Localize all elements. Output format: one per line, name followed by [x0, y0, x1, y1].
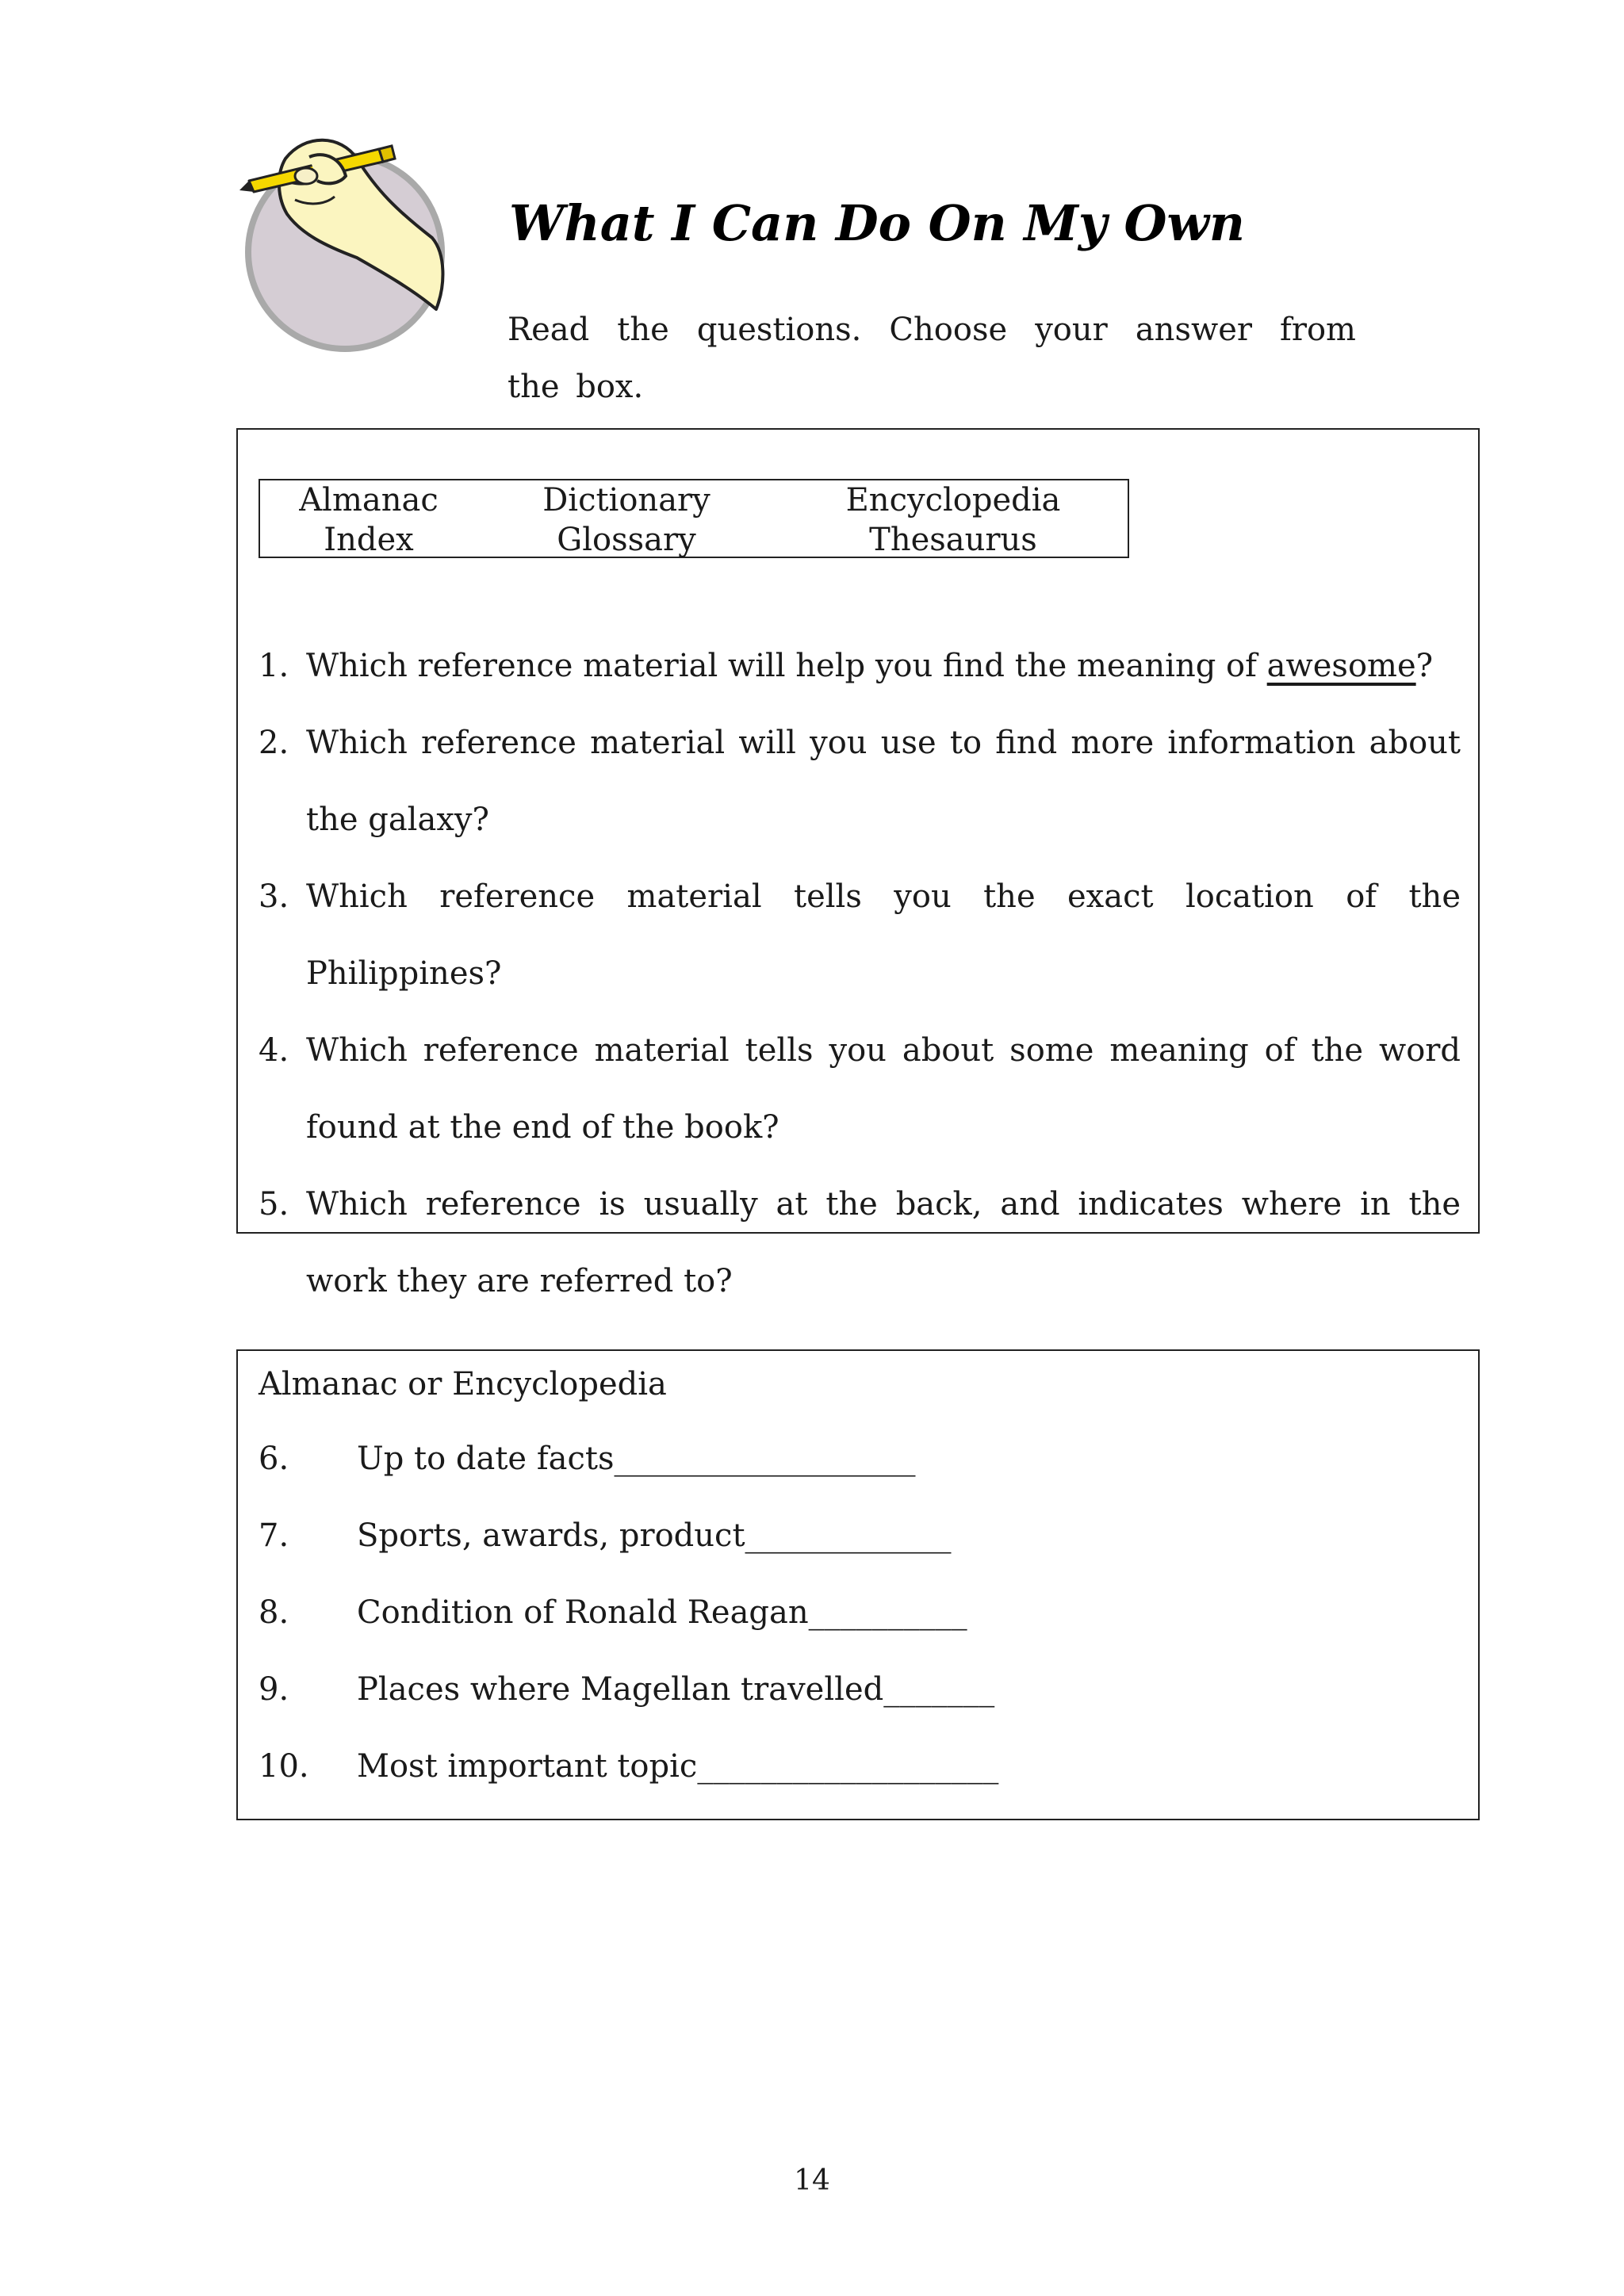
- item-number: 10.: [259, 1748, 309, 1785]
- underlined-word: awesome: [1266, 648, 1416, 684]
- question-text: Which reference material will help you find the meaning of awesome?: [306, 648, 1434, 684]
- page-number: 14: [794, 2164, 830, 2197]
- item-text: Places where Magellan travelled_______: [357, 1671, 995, 1708]
- question-2: [259, 705, 1461, 859]
- fill-in-item-7: [259, 1513, 998, 1590]
- choice-dictionary: Dictionary: [542, 482, 710, 519]
- fill-in-item-9: [259, 1667, 998, 1744]
- section-heading: Almanac or Encyclopedia: [259, 1366, 667, 1402]
- item-number: 6.: [259, 1441, 289, 1477]
- question-list: [259, 628, 1461, 1320]
- writing-hand-icon: [238, 127, 452, 357]
- question-number: 4.: [259, 1032, 289, 1069]
- word-choices-box: [259, 479, 1129, 558]
- item-number: 7.: [259, 1517, 289, 1554]
- choice-thesaurus: Thesaurus: [869, 522, 1037, 558]
- page-title: What I Can Do On My Own: [509, 194, 1245, 252]
- question-number: 2.: [259, 725, 289, 761]
- question-number: 3.: [259, 878, 289, 915]
- instructions-text: Read the questions. Choose your answer from the box.: [508, 312, 1356, 405]
- question-1: [259, 628, 1461, 705]
- fill-in-item-10: [259, 1744, 998, 1821]
- question-5: [259, 1166, 1461, 1320]
- choice-glossary: Glossary: [557, 522, 696, 558]
- fill-in-item-6: [259, 1437, 998, 1513]
- question-text: Which reference material will you use to find more information about the galaxy?: [306, 725, 1461, 838]
- question-4: [259, 1012, 1461, 1166]
- question-3: [259, 859, 1461, 1012]
- fill-in-list: [259, 1437, 998, 1821]
- item-text: Most important topic___________________: [357, 1748, 999, 1785]
- question-text: Which reference is usually at the back, and indicates where in the work they are referred to?: [306, 1186, 1461, 1299]
- question-number: 1.: [259, 648, 289, 684]
- item-text: Condition of Ronald Reagan__________: [357, 1594, 967, 1631]
- question-text: Which reference material tells you about some meaning of the word found at the end of the book?: [306, 1032, 1461, 1146]
- question-number: 5.: [259, 1186, 289, 1223]
- item-text: Up to date facts___________________: [357, 1441, 916, 1477]
- item-number: 9.: [259, 1671, 289, 1708]
- question-text: Which reference material tells you the exact location of the Philippines?: [306, 878, 1461, 992]
- fill-in-item-8: [259, 1590, 998, 1667]
- almanac-encyclopedia-box: [236, 1349, 1480, 1820]
- item-text: Sports, awards, product_____________: [357, 1517, 952, 1554]
- choice-index: Index: [324, 522, 414, 558]
- choice-encyclopedia: Encyclopedia: [845, 482, 1061, 519]
- item-number: 8.: [259, 1594, 289, 1631]
- choice-almanac: Almanac: [299, 482, 439, 519]
- questions-box: [236, 428, 1480, 1299]
